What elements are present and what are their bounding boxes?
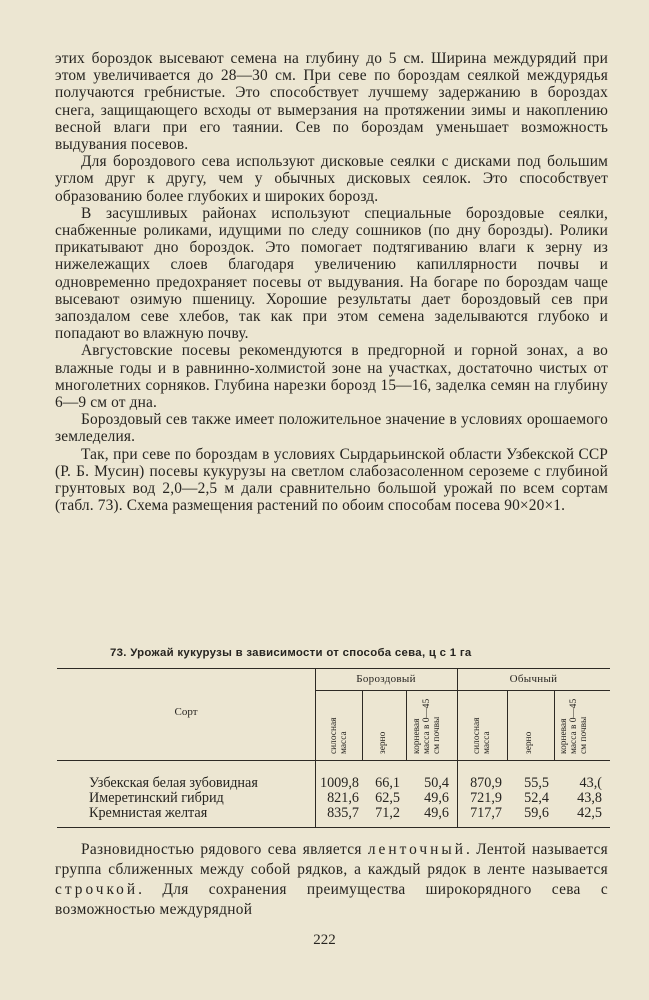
paragraph-5: Бороздовый сев также имеет положительное значение в условиях орошаемого земледелия. [55, 411, 608, 446]
cell-value: 52,4 [524, 790, 549, 806]
row-name: Кремнистая желтая [89, 805, 208, 821]
cell-value: 50,4 [424, 775, 449, 791]
yield-table [57, 668, 610, 828]
cell-value: 870,9 [470, 775, 502, 791]
table-caption: 73. Урожай кукурузы в зависимости от способа сева, ц с 1 га [110, 647, 472, 659]
page-number: 222 [313, 932, 336, 948]
paragraph-6: Так, при севе по бороздам в условиях Сырдарьинской области Узбекской ССР (Р. Б. Мусин) посевы кукурузы на светлом слабозасоленном сероземе с глубиной грунтовых вод 2,0—2,5 м дали сравнительно большой урожай по всем сортам (табл. 73). Схема размещения растений по обоим способам посева 90×20×1. [55, 445, 608, 515]
group-header-ordinary: Обычный [509, 673, 558, 685]
paragraph-2: Для бороздового сева используют дисковые сеялки с дисками под большим углом друг к другу, чем у обычных дисковых сеялок. Это способствует образованию более глубоких и широких борозд. [55, 153, 608, 205]
body-text [55, 50, 608, 514]
paragraph-4: Августовские посевы рекомендуются в предгорной и горной зонах, а во влажные годы и в равнинно-холмистой зоне на участках, достаточно чистых от многолетних сорняков. Глубина нарезки борозд 15—16, заделка семян на глубину 6—9 см от дна. [55, 342, 608, 412]
row-name: Узбекская белая зубовидная [89, 775, 258, 791]
cell-value: 1009,8 [319, 775, 359, 791]
cell-value: 721,9 [470, 790, 502, 806]
cell-value: 835,7 [327, 805, 359, 821]
table-row [57, 805, 610, 820]
cell-value: 66,1 [375, 775, 400, 791]
cell-value: 59,6 [524, 805, 549, 821]
cell-value: 43,8 [577, 790, 602, 806]
table-header-rule [57, 760, 610, 761]
table-bottom-rule [57, 827, 610, 828]
table-row [57, 790, 610, 805]
table-row [57, 775, 610, 790]
subheader-silage-ordinary: силосная масса [472, 717, 492, 754]
paragraph-1: этих бороздок высевают семена на глубину до 5 см. Ширина междурядий при этом увеличивается до 28—30 см. При севе по бороздам сеялкой междурядья получаются гребнистые. Это способствует лучшему задержанию в бороздах снега, защищающего всходы от вымерзания на протяжении зимы и накоплению весной влаги при его таянии. Сев по бороздам уменьшает возможность выдувания посевов. [55, 50, 608, 154]
paragraph-3: В засушливых районах используют специальные бороздовые сеялки, снабженные роликами, идущими по следу сошников (по дну борозды). Ролики прикатывают дно бороздок. Это помогает подтягиванию влаги к зерну из нижележащих слоев благодаря увеличению капиллярности почвы и одновременно предохраняет посевы от выдувания. На богаре по бороздам чаще высевают озимую пшеницу. Хорошие результаты дает бороздовый сев при запоздалом севе хлебов, так как при этом семена заделываются глубоко и попадают во влажную почву. [55, 204, 608, 343]
subheader-root-furrow: корневая масса в 0—45 см почвы [412, 698, 442, 754]
cell-value: 71,2 [375, 805, 400, 821]
cell-value: 49,6 [424, 790, 449, 806]
cell-value: 62,5 [375, 790, 400, 806]
term-line: строчкой [55, 881, 139, 898]
cell-value: 49,6 [424, 805, 449, 821]
row-name: Имеретинский гибрид [89, 790, 224, 806]
subheader-grain-ordinary: зерно [524, 731, 534, 754]
cell-value: 42,5 [577, 805, 602, 821]
cell-value: 821,6 [327, 790, 359, 806]
table-top-rule [57, 668, 610, 669]
subheader-silage-furrow: силосная масса [329, 717, 349, 754]
subheader-root-ordinary: корневая масса в 0—45 см почвы [559, 698, 589, 754]
cell-value: 717,7 [470, 805, 502, 821]
group-header-furrow: Бороздовый [356, 673, 416, 685]
paragraph-7: Разновидностью рядового сева является ленточный. Лентой называется группа сближенных между собой рядков, а каждый рядок в ленте называется строчкой. Для сохранения преимущества широкорядного сева с возможностью междурядной [55, 841, 609, 918]
subheader-grain-furrow: зерно [378, 731, 388, 754]
term-ribbon: ленточный [367, 841, 466, 858]
cell-value: 55,5 [524, 775, 549, 791]
column-header-sort: Сорт [174, 706, 198, 718]
closing-text [55, 840, 608, 920]
cell-value: 43,( [579, 775, 602, 791]
